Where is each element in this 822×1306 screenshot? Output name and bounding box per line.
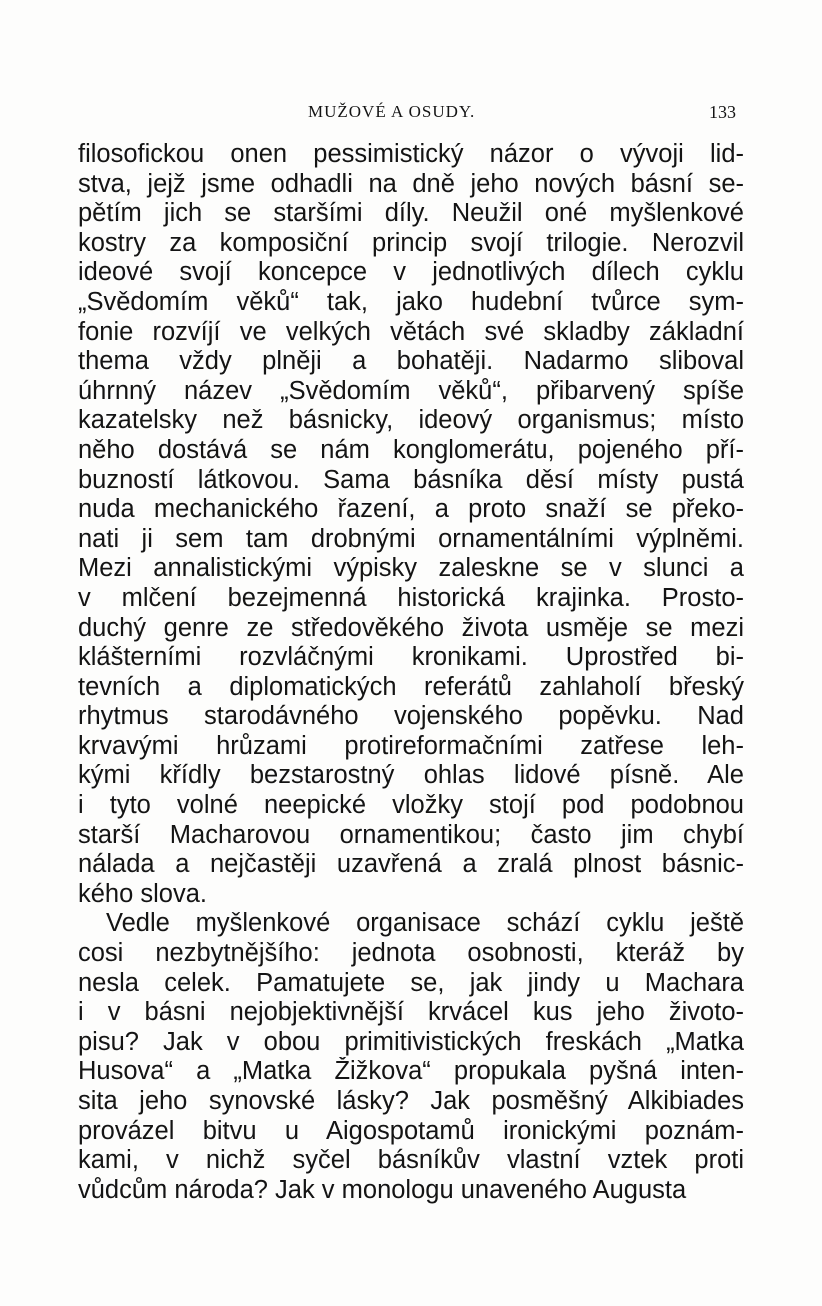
text-line: „Svědomím věků“ tak, jako hudební tvůrce sym- [78, 287, 744, 316]
text-line: cosi nezbytnějšího: jednota osobnosti, kteráž by [78, 939, 744, 968]
text-line: tevních a diplomatických referátů zahlaholí břeský [78, 672, 744, 701]
text-line: fonie rozvíjí ve velkých větách své skladby základní [78, 317, 744, 346]
text-line: nálada a nejčastěji uzavřená a zralá plnost básnic- [78, 850, 744, 879]
text-line: sita jeho synovské lásky? Jak posměšný Alkibiades [78, 1087, 744, 1115]
text-line: nati ji sem tam drobnými ornamentálními výplněmi. [78, 524, 744, 553]
text-line: Vedle myšlenkové organisace schází cyklu ještě [106, 909, 744, 938]
text-line: filosofickou onen pessimistický názor o vývoji lid- [78, 140, 744, 168]
text-line: duchý genre ze středověkého života usměje se mezi [78, 613, 744, 642]
text-line: Mezi annalistickými výpisky zaleskne se v slunci a [78, 554, 744, 583]
text-line: kami, v nichž syčel básníkův vlastní vztek proti [78, 1146, 744, 1175]
text-line: stva, jejž jsme odhadli na dně jeho nových básní se- [78, 169, 744, 198]
text-line: kostry za komposiční princip svojí trilogie. Nerozvil [78, 228, 744, 257]
text-line: něho dostává se nám konglomerátu, pojeného pří- [78, 435, 744, 464]
page-number: 133 [709, 102, 736, 122]
text-line: kazatelsky než básnicky, ideový organismus; místo [78, 406, 744, 435]
text-line: i v básni nejobjektivnější krvácel kus jeho životo- [78, 998, 744, 1027]
running-head [80, 102, 740, 126]
text-line: krvavými hrůzami protireformačními zatřese leh- [78, 731, 744, 760]
paragraph [78, 140, 744, 909]
text-line: kého slova. [78, 879, 207, 908]
text-line: úhrnný název „Svědomím věků“, přibarvený spíše [78, 376, 744, 405]
text-line: ideové svojí koncepce v jednotlivých dílech cyklu [78, 258, 744, 287]
text-line: i tyto volné neepické vložky stojí pod podobnou [78, 791, 744, 820]
text-line: kými křídly bezstarostný ohlas lidové písně. Ale [78, 761, 744, 790]
running-title: MUŽOVÉ A OSUDY. [308, 102, 476, 121]
text-line: rhytmus starodávného vojenského popěvku. Nad [78, 702, 744, 731]
text-line: pisu? Jak v obou primitivistických freskách „Matka [78, 1027, 744, 1056]
text-line: starší Macharovou ornamentikou; často jim chybí [78, 820, 744, 849]
paragraph [78, 909, 744, 1205]
text-line: klášterními rozvláčnými kronikami. Uprostřed bi- [78, 643, 744, 672]
text-line: nesla celek. Pamatujete se, jak jindy u Machara [78, 968, 744, 997]
text-line: vůdcům národa? Jak v monologu unaveného Augusta [78, 1175, 687, 1204]
text-line: buzností látkovou. Sama básníka děsí místy pustá [78, 465, 744, 494]
text-line: Husova“ a „Matka Žižkova“ propukala pyšná inten- [78, 1057, 744, 1086]
text-line: provázel bitvu u Aigospotamů ironickými poznám- [78, 1116, 744, 1145]
text-line: pětím jich se staršími díly. Neužil oné myšlenkové [78, 199, 744, 228]
text-line: nuda mechanického řazení, a proto snaží se překo- [78, 495, 744, 524]
body-text [78, 140, 744, 1205]
text-line: v mlčení bezejmenná historická krajinka. Prosto- [78, 583, 744, 612]
text-line: thema vždy plněji a bohatěji. Nadarmo sliboval [78, 347, 744, 376]
